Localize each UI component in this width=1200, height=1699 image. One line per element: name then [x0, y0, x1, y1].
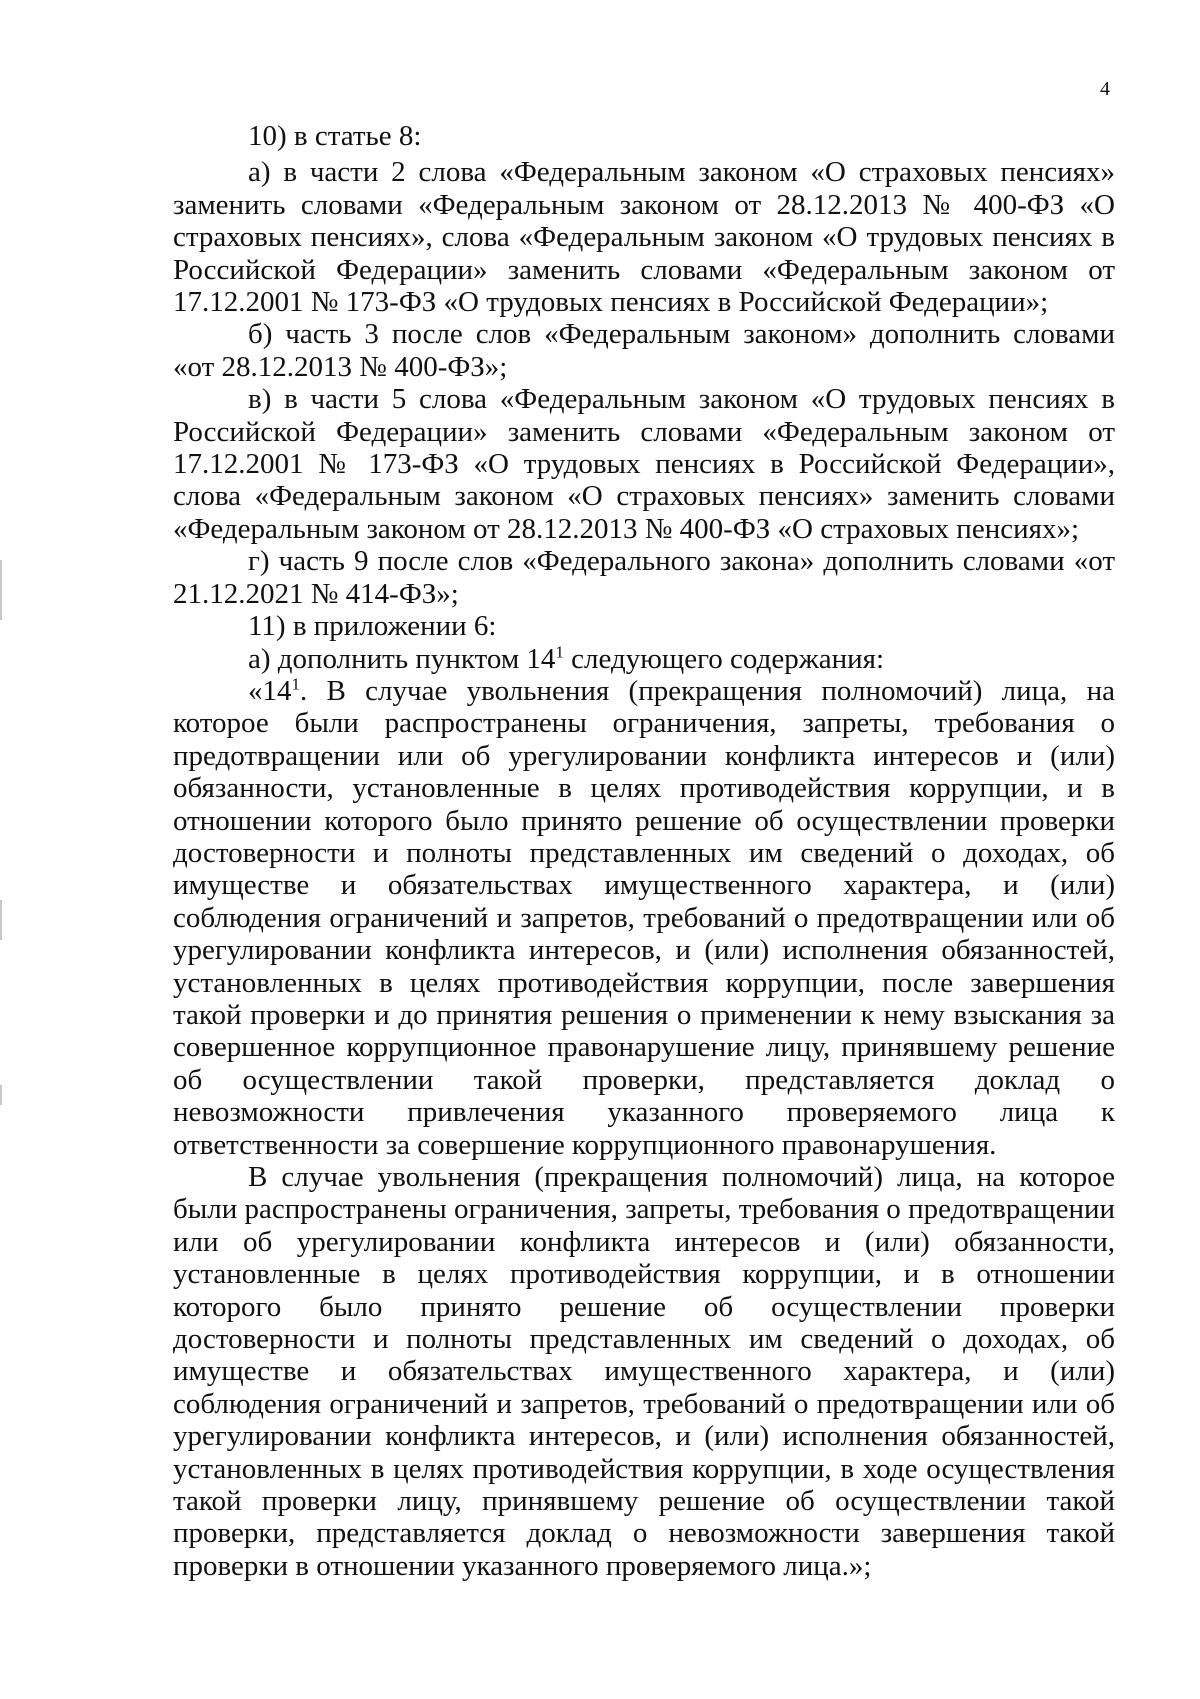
superscript-mark: 1	[555, 641, 564, 661]
paragraph-clause-14-1	[173, 675, 1115, 1161]
paragraph-item-10b: б) часть 3 после слов «Федеральным законом» дополнить словами «от 28.12.2013 № 400-ФЗ»;	[173, 318, 1115, 383]
scan-edge-mark	[0, 1085, 2, 1105]
paragraph-item-11a-text-end: следующего содержания:	[563, 642, 885, 675]
superscript-mark: 1	[291, 674, 300, 694]
paragraph-item-10d: г) часть 9 после слов «Федерального закона» дополнить словами «от 21.12.2021 № 414-ФЗ»;	[173, 545, 1115, 610]
paragraph-item-10: 10) в статье 8:	[248, 120, 422, 152]
paragraph-item-11: 11) в приложении 6:	[248, 610, 497, 643]
paragraph-item-11a	[173, 643, 1115, 675]
clause-14-1-text-end: . В случае увольнения (прекращения полномочий) лица, на которое были распространены ограничения, запреты, требования о предотвращении или об урегулировании конфликта интересов и (или) обязанности, установленные в целях противодействия коррупции, и в отношении которого было принято решение об осуществлении проверки достоверности и полноты представленных им сведений о доходах, об имуществе и обязательствах имущественного характера, и (или) соблюдения ограничений и запретов, требований о предотвращении или об урегулировании конфликта интересов, и (или) исполнения обязанностей, установленных в целях противодействия коррупции, после завершения такой проверки и до принятия решения о применении к нему взыскания за совершенное коррупционное правонарушение лицу, принявшему решение об осуществлении такой проверки, представляется доклад о невозможности привлечения указанного проверяемого лица к ответственности за совершение коррупционного правонарушения.	[173, 674, 1115, 1161]
document-body	[173, 120, 1115, 1582]
paragraph-item-10c: в) в части 5 слова «Федеральным законом «О трудовых пенсиях в Российской Федерации» заменить словами «Федеральным законом от 17.12.2001 № 173-ФЗ «О трудовых пенсиях в Российской Федерации», слова «Федеральным законом «О страховых пенсиях» заменить словами «Федеральным законом от 28.12.2013 № 400-ФЗ «О страховых пенсиях»;	[173, 383, 1115, 545]
paragraph-item-11a-text-start: а) дополнить пунктом 14	[248, 642, 556, 675]
paragraph-clause-14-1-second: В случае увольнения (прекращения полномочий) лица, на которое были распространены ограничения, запреты, требования о предотвращении или об урегулировании конфликта интересов и (или) обязанности, установленные в целях противодействия коррупции, и в отношении которого было принято решение об осуществлении проверки достоверности и полноты представленных им сведений о доходах, об имуществе и обязательствах имущественного характера, и (или) соблюдения ограничений и запретов, требований о предотвращении или об урегулировании конфликта интересов, и (или) исполнения обязанностей, установленных в целях противодействия коррупции, в ходе осуществления такой проверки лицу, принявшему решение об осуществлении такой проверки, представляется доклад о невозможности завершения такой проверки в отношении указанного проверяемого лица.»;	[173, 1161, 1115, 1582]
clause-14-1-text-start: «14	[248, 674, 292, 707]
scan-edge-mark	[0, 900, 2, 940]
paragraph-item-10a: а) в части 2 слова «Федеральным законом «О страховых пенсиях» заменить словами «Федеральным законом от 28.12.2013 № 400-ФЗ «О страховых пенсиях», слова «Федеральным законом «О трудовых пенсиях в Российской Федерации» заменить словами «Федеральным законом от 17.12.2001 № 173-ФЗ «О трудовых пенсиях в Российской Федерации»;	[173, 156, 1115, 319]
page-number: 4	[1100, 78, 1110, 100]
scan-edge-mark	[0, 560, 2, 620]
